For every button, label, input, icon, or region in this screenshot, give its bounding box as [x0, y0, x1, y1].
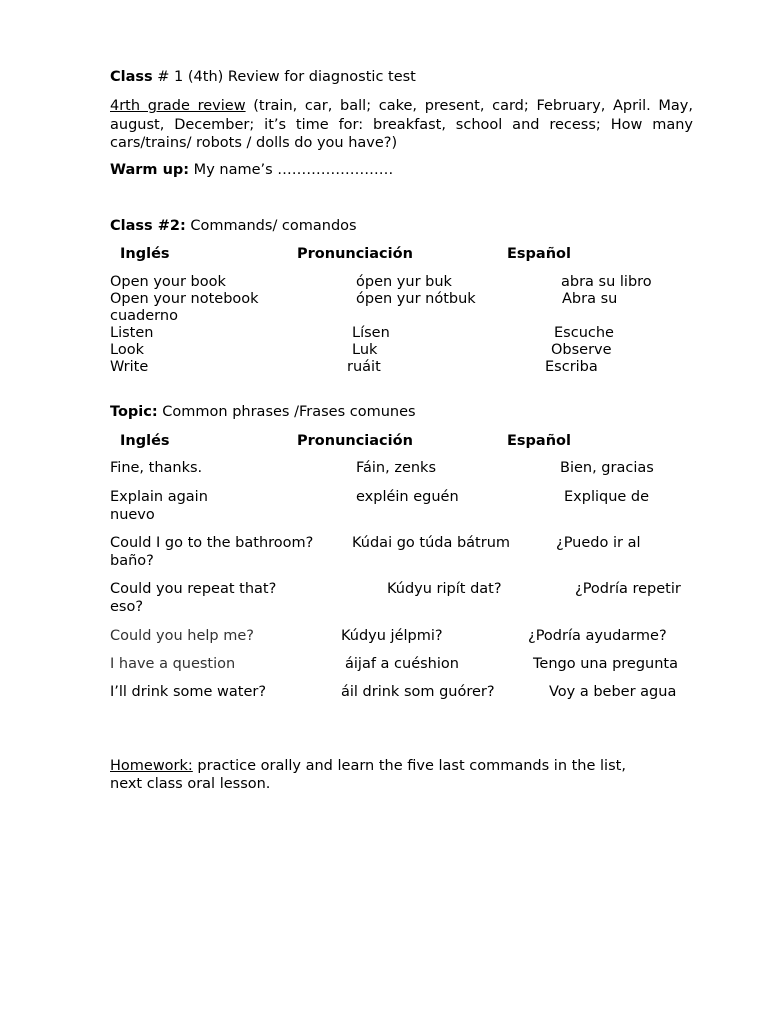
- phrase-en: Could you repeat that?: [110, 581, 277, 597]
- command-pron: ópen yur nótbuk: [356, 291, 476, 307]
- homework-text: practice orally and learn the five last commands in the list,: [192, 758, 626, 774]
- phrase-pron: Kúdyu jélpmi?: [341, 628, 443, 644]
- warmup-text: My name’s ……………………: [189, 162, 394, 178]
- phrase-es-wrap: eso?: [110, 599, 144, 615]
- topic-heading: [110, 404, 416, 421]
- command-es: Escriba: [545, 359, 598, 375]
- phrase-es: Bien, gracias: [560, 460, 654, 476]
- phrase-en: I’ll drink some water?: [110, 684, 267, 700]
- class1-text: # 1 (4th) Review for diagnostic test: [152, 69, 416, 85]
- class2-label: Class #2:: [110, 218, 186, 234]
- phrases-header-ingles: Inglés: [120, 433, 170, 449]
- topic-label: Topic:: [110, 404, 158, 420]
- phrases-header-pronunciacion: Pronunciación: [297, 433, 413, 449]
- command-en: Listen: [110, 325, 154, 341]
- phrase-es: ¿Podría ayudarme?: [528, 628, 667, 644]
- class2-heading: [110, 218, 357, 235]
- phrase-pron: áijaf a cuéshion: [345, 656, 459, 672]
- commands-header-pronunciacion: Pronunciación: [297, 246, 413, 262]
- review-paragraph: [110, 97, 693, 153]
- phrase-pron: expléin eguén: [356, 489, 459, 505]
- phrase-pron: Kúdai go túda bátrum: [352, 535, 511, 551]
- command-pron: ópen yur buk: [356, 274, 452, 290]
- phrases-header-espanol: Español: [507, 433, 571, 449]
- homework-line: [110, 758, 626, 775]
- review-label: 4rth grade review: [110, 98, 246, 114]
- class1-heading: [110, 69, 416, 86]
- phrase-pron: Kúdyu ripít dat?: [387, 581, 502, 597]
- warmup-label: Warm up:: [110, 162, 190, 178]
- phrase-en: Could I go to the bathroom?: [110, 535, 314, 551]
- command-es: Escuche: [554, 325, 614, 341]
- command-es: Abra su: [562, 291, 618, 307]
- commands-header-espanol: Español: [507, 246, 571, 262]
- command-es: Observe: [551, 342, 612, 358]
- phrase-es: Voy a beber agua: [549, 684, 677, 700]
- command-es-wrap: cuaderno: [110, 308, 178, 324]
- class2-text: Commands/ comandos: [185, 218, 357, 234]
- command-en: Write: [110, 359, 149, 375]
- command-pron: Lísen: [352, 325, 390, 341]
- phrase-pron: áil drink som guórer?: [341, 684, 495, 700]
- phrase-en: I have a question: [110, 656, 236, 672]
- phrase-pron: Fáin, zenks: [356, 460, 437, 476]
- phrase-es: Explique de: [564, 489, 650, 505]
- phrase-en: Explain again: [110, 489, 208, 505]
- phrase-es-wrap: nuevo: [110, 507, 155, 523]
- phrase-en: Could you help me?: [110, 628, 254, 644]
- command-pron: ruáit: [347, 359, 381, 375]
- command-en: Open your notebook: [110, 291, 259, 307]
- homework-line-2: next class oral lesson.: [110, 776, 271, 792]
- phrase-es: Tengo una pregunta: [533, 656, 678, 672]
- commands-header-ingles: Inglés: [120, 246, 170, 262]
- phrase-es: ¿Puedo ir al: [556, 535, 641, 551]
- warmup-line: [110, 162, 393, 179]
- command-en: Open your book: [110, 274, 226, 290]
- command-en: Look: [110, 342, 144, 358]
- phrase-en: Fine, thanks.: [110, 460, 203, 476]
- topic-text: Common phrases /Frases comunes: [157, 404, 416, 420]
- class1-label: Class: [110, 69, 153, 85]
- homework-label: Homework:: [110, 758, 193, 774]
- command-pron: Luk: [352, 342, 378, 358]
- phrase-es: ¿Podría repetir: [575, 581, 681, 597]
- command-es: abra su libro: [561, 274, 652, 290]
- review-text: (train, car, ball; cake, present, card; February, April. May, august, December; it’s time for: breakfast, school and recess; How many cars/trains/ robots / dolls do you have?): [110, 98, 693, 151]
- phrase-es-wrap: baño?: [110, 553, 154, 569]
